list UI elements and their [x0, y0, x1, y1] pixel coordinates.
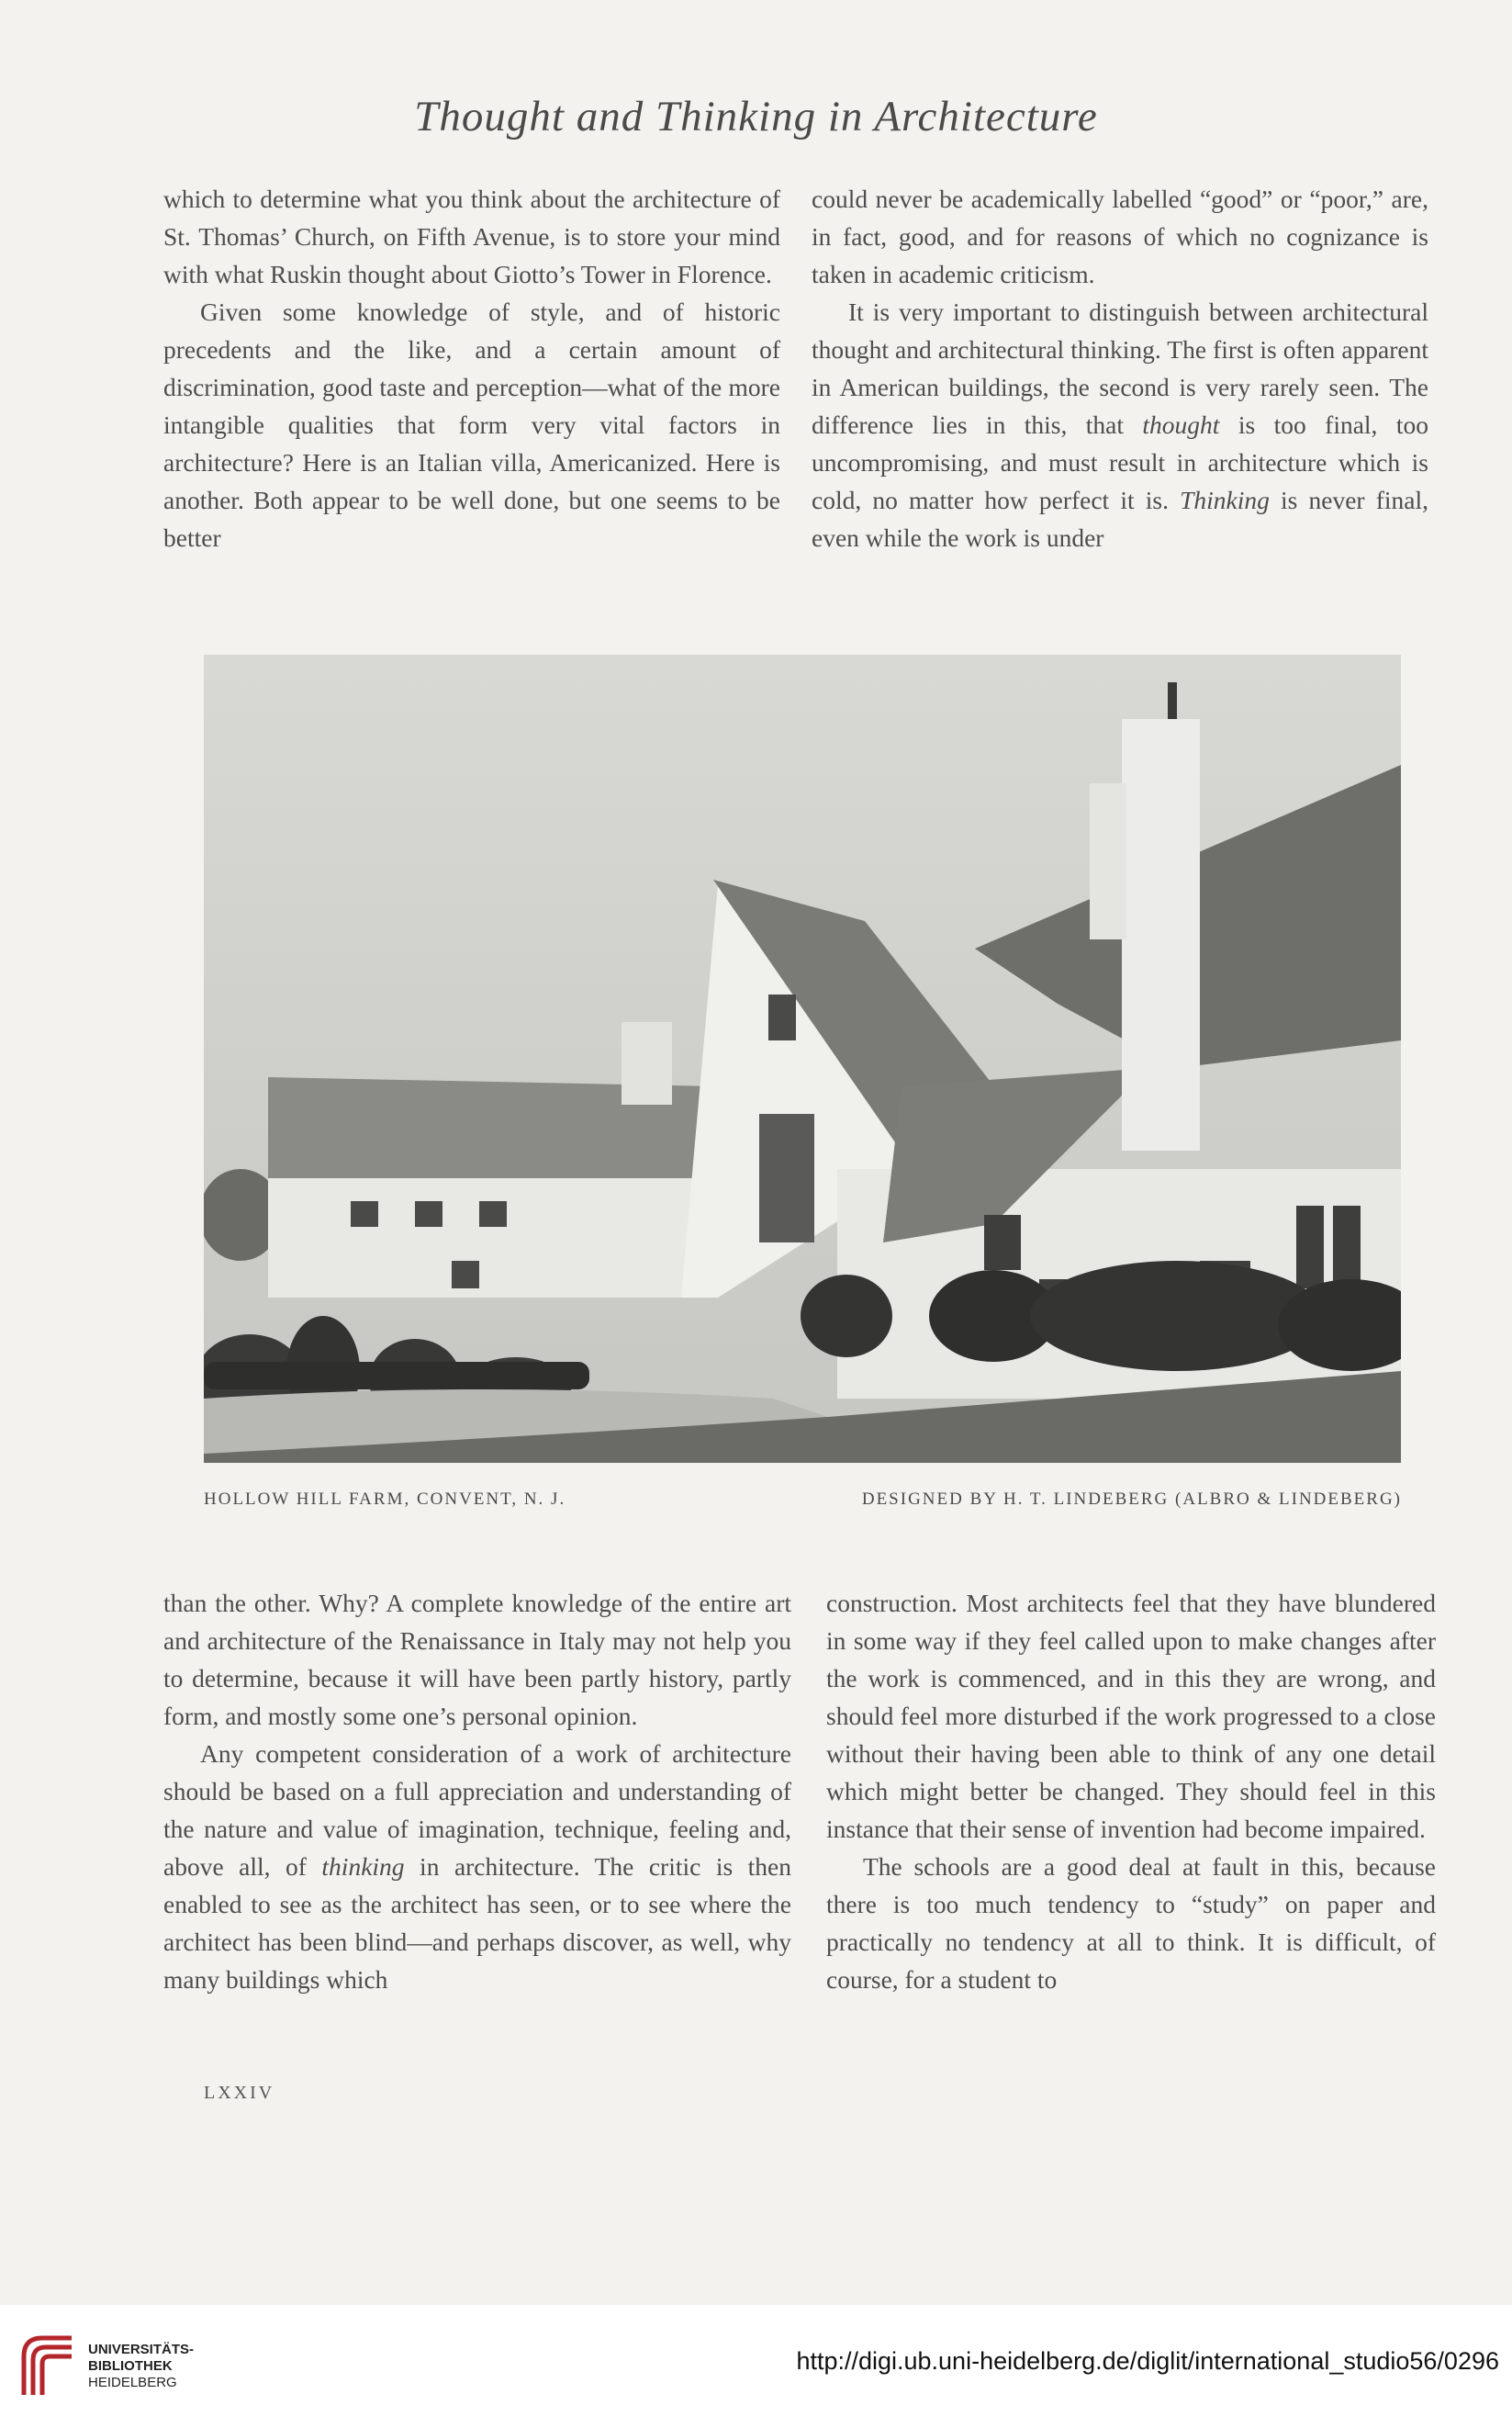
photo-caption-location: HOLLOW HILL FARM, CONVENT, N. J.: [204, 1489, 566, 1509]
italic-term: thinking: [321, 1852, 405, 1881]
paragraph: which to determine what you think about the architecture of St. Thomas’ Church, on Fifth Avenue, is to store your mind with what Ruskin thought about Giotto’s Tower in Florence.: [163, 185, 780, 288]
italic-term: thought: [1142, 410, 1220, 439]
library-logo-icon: [17, 2329, 81, 2402]
photo-caption-designer: DESIGNED BY H. T. LINDEBERG (ALBRO & LINDEBERG): [861, 1489, 1402, 1509]
text-run: Any competent consideration of a work of architecture should be based on a full appreciation and understanding of the nature and value of imagination, technique, feeling and, above all, of: [163, 1739, 791, 1881]
paragraph: construction. Most architects feel that they have blundered in some way if they feel called upon to make changes after the work is commenced, and in this they are wrong, and should feel more disturbed if the work progressed to a close without their having been able to think of any one detail which might better be changed. They should feel in this instance that their sense of invention had become impaired.: [826, 1589, 1436, 1843]
paragraph: than the other. Why? A complete knowledge of the entire art and architecture of the Renaissance in Italy may not help you to determine, because it will have been partly history, partly form, and mostly some one’s personal opinion.: [163, 1589, 791, 1730]
library-name-line: BIBLIOTHEK: [88, 2358, 173, 2374]
house-photograph: [204, 655, 1401, 1463]
paragraph: The schools are a good deal at fault in this, because there is too much tendency to “study” on paper and practically no tendency at all to think. It is difficult, of course, for a student to: [826, 1852, 1436, 1994]
paragraph: Given some knowledge of style, and of historic precedents and the like, and a certain amount of discrimination, good taste and perception—what of the more intangible qualities that form very vital factors in architecture? Here is an Italian villa, Americanized. Here is another. Both appear to be well done, but one seems to be better: [163, 298, 780, 552]
library-name: [88, 2342, 194, 2391]
source-url-link[interactable]: http://digi.ub.uni-heidelberg.de/diglit/international_studio56/0296: [796, 2347, 1499, 2375]
house-illustration: [204, 655, 1401, 1463]
paragraph: could never be academically labelled “good” or “poor,” are, in fact, good, and for reasons of which no cognizance is taken in academic criticism.: [812, 185, 1428, 288]
library-name-line: HEIDELBERG: [88, 2375, 177, 2390]
running-head: Thought and Thinking in Architecture: [414, 93, 1098, 141]
column-top-left: [163, 180, 780, 556]
column-bottom-right: [826, 1584, 1436, 1998]
column-bottom-left: [163, 1584, 791, 1998]
italic-term: Thinking: [1180, 486, 1270, 514]
text-run: is never final, even while the work is under: [812, 486, 1428, 552]
text-run: is too final, too uncompromising, and must result in architecture which is cold, no matter how perfect it is.: [812, 410, 1428, 514]
library-name-line: UNIVERSITÄTS-: [88, 2342, 195, 2357]
text-run: in architecture. The critic is then enabled to see as the architect has seen, or to see where the architect has been blind—and perhaps discover, as well, why many buildings which: [163, 1852, 791, 1994]
text-run: It is very important to distinguish between architectural thought and architectural thinking. The first is often apparent in American buildings, the second is very rarely seen. The difference lies in this, that: [812, 298, 1428, 439]
paragraph: [163, 1735, 791, 1998]
column-top-right: [812, 180, 1428, 556]
footer-bar: [0, 2305, 1512, 2428]
paragraph: [812, 293, 1428, 556]
page-number: LXXIV: [204, 2083, 275, 2103]
